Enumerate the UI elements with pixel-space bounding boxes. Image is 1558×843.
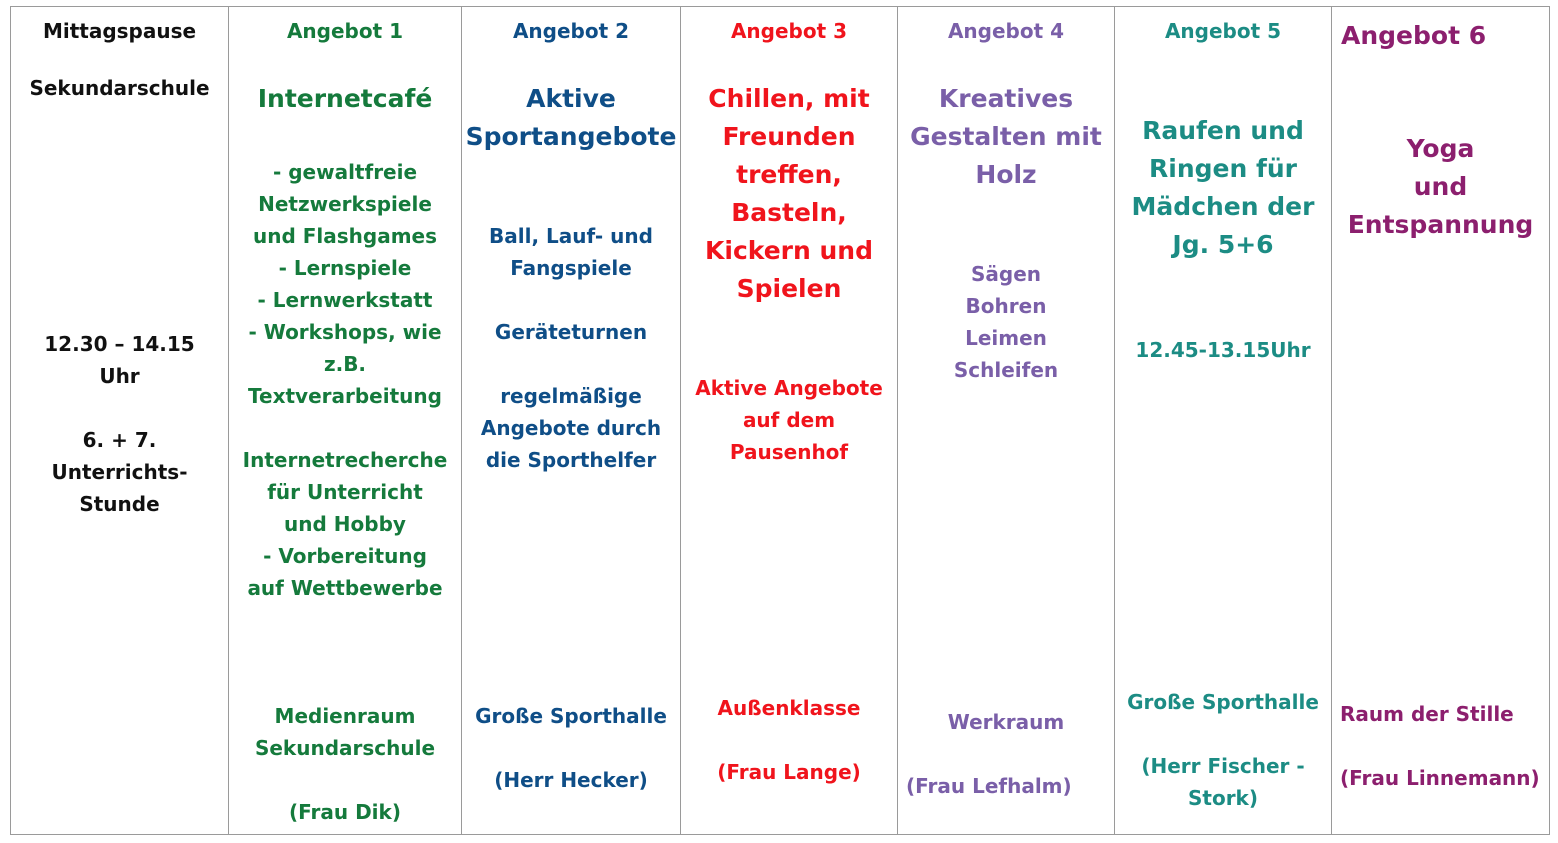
column-mittagspause [11,7,229,834]
column-header: Angebot 4 [947,19,1065,43]
room-label: Medienraum [274,704,416,728]
room-label: Große Sporthalle [475,704,667,728]
offer-title: Jg. 5+6 [1172,230,1274,259]
teacher-label: (Frau Lefhalm) [906,774,1072,798]
offer-detail: - Lernspiele [278,256,412,280]
room-label: Außenklasse [717,696,861,720]
offer-title: Kickern und [705,236,873,265]
offer-title: Gestalten mit [910,122,1102,151]
column-header: Angebot 6 [1341,21,1487,50]
teacher-label: (Frau Lange) [717,760,861,784]
offer-detail: - gewaltfreie [272,160,418,184]
schedule-table [10,6,1550,835]
time-unit: Uhr [99,364,140,388]
time-label: 12.45-13.15Uhr [1135,338,1311,362]
offer-detail: Sägen [970,262,1042,286]
offer-title: Entspannung [1347,210,1534,239]
column-header: Angebot 3 [730,19,848,43]
offer-detail: - Workshops, wie [248,320,442,344]
column-header: Angebot 1 [286,19,404,43]
offer-title: Spielen [736,274,842,303]
offer-detail: für Unterricht [267,480,423,504]
offer-title: Mädchen der [1131,192,1315,221]
offer-title: Aktive [526,84,616,113]
offer-detail: z.B. [323,352,367,376]
period-label: Unterrichts- [51,460,188,484]
teacher-label: (Frau Dik) [289,800,401,824]
offer-title: treffen, [736,160,842,189]
room-label: Werkraum [947,710,1065,734]
column-header: Mittagspause [42,19,197,43]
offer-detail: - Vorbereitung [263,544,427,568]
teacher-label: (Frau Linnemann) [1340,766,1540,790]
column-header: Angebot 5 [1164,19,1282,43]
column-header: Angebot 2 [512,19,630,43]
offer-detail: regelmäßige [500,384,642,408]
offer-title: Chillen, mit [708,84,870,113]
offer-detail: Pausenhof [729,440,849,464]
room-label: Große Sporthalle [1127,690,1319,714]
offer-detail: Bohren [965,294,1047,318]
offer-detail: Geräteturnen [494,320,648,344]
offer-detail: und Flashgames [252,224,438,248]
offer-detail: Ball, Lauf- und [489,224,653,248]
room-label: Raum der Stille [1340,702,1514,726]
teacher-label: (Herr Fischer - [1141,754,1305,778]
room-label: Sekundarschule [254,736,436,760]
column-angebot-4 [898,7,1115,834]
school-name: Sekundarschule [29,76,210,100]
offer-detail: Internetrecherche [242,448,448,472]
column-angebot-5 [1115,7,1332,834]
column-angebot-6 [1332,7,1549,834]
offer-title: Yoga [1406,134,1475,163]
offer-title: Sportangebote [465,122,677,151]
offer-detail: auf dem [742,408,836,432]
offer-title: und [1413,172,1468,201]
offer-detail: - Lernwerkstatt [257,288,433,312]
offer-title: Raufen und [1142,116,1304,145]
offer-detail: und Hobby [284,512,406,536]
column-angebot-3 [681,7,898,834]
offer-title: Internetcafé [257,84,433,113]
teacher-label: Stork) [1187,786,1258,810]
offer-title: Holz [975,160,1037,189]
offer-detail: auf Wettbewerbe [247,576,443,600]
offer-detail: Fangspiele [510,256,632,280]
offer-detail: Netzwerkspiele [258,192,432,216]
offer-detail: Leimen [965,326,1047,350]
column-angebot-2 [462,7,681,834]
teacher-label: (Herr Hecker) [494,768,648,792]
offer-title: Kreatives [938,84,1074,113]
offer-title: Freunden [722,122,856,151]
column-angebot-1 [229,7,462,834]
offer-title: Basteln, [731,198,847,227]
offer-detail: Aktive Angebote [695,376,883,400]
offer-detail: Textverarbeitung [248,384,442,408]
offer-detail: Angebote durch [480,416,662,440]
period-label: Stunde [79,492,160,516]
offer-detail: Schleifen [953,358,1059,382]
period-label: 6. + 7. [82,428,157,452]
offer-detail: die Sporthelfer [485,448,657,472]
time-range: 12.30 – 14.15 [44,332,195,356]
offer-title: Ringen für [1149,154,1297,183]
